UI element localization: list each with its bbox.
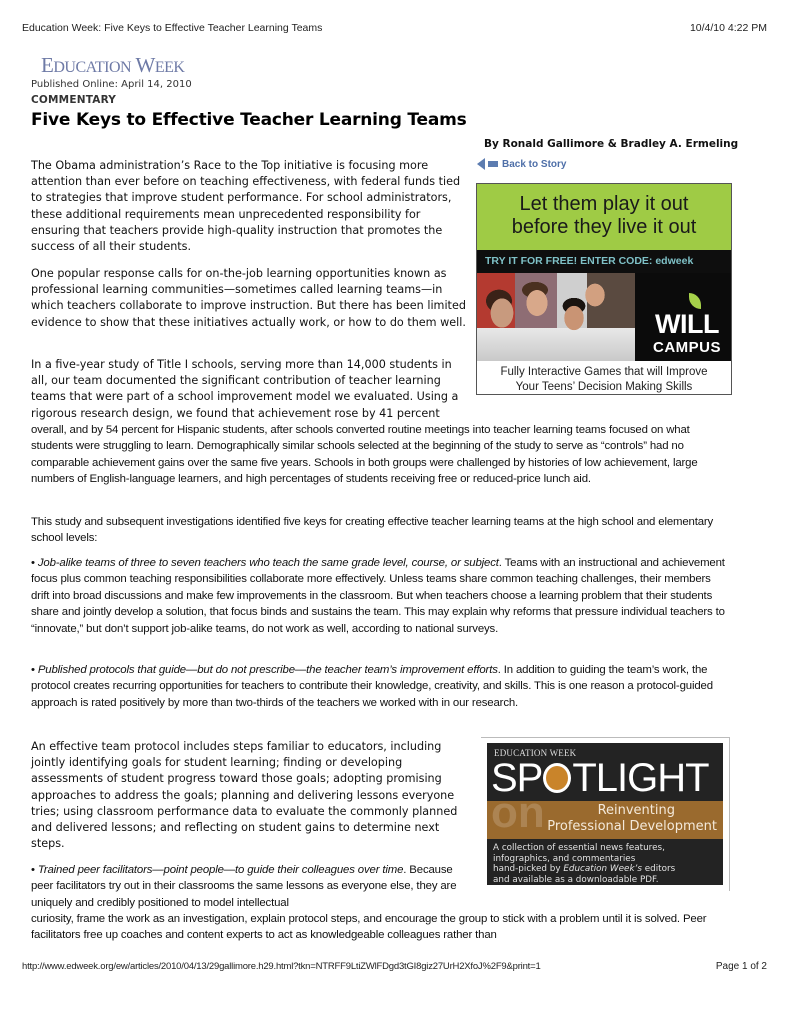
back-arrow-icon [477,158,485,170]
ad-tagline-line-1: Fully Interactive Games that will Improve [500,366,708,378]
spotlight-subtitle [547,803,717,835]
key-1-paragraph [31,555,731,637]
spotlight-o-circle-icon [543,763,571,793]
paragraph-3-part-1: In a five-year study of Title I schools, serving more than 14,000 students in all, our team documented the significant contribution of teacher learning teams that were part of a school improvement model we evaluated. Using a rigorous research design, we found that achievement rose by 41 percent [31,358,459,420]
print-footer-page-number: Page 1 of 2 [715,961,767,972]
spotlight-desc-text: hand-picked by [493,864,564,875]
ad-promo-code: TRY IT FOR FREE! ENTER CODE: edweek [477,250,731,273]
spotlight-on-watermark: on [491,788,545,837]
key-1-body: . Teams with an instructional and achievement focus plus common teaching responsibilities collaborate more effectively. Unless teams share common teaching challenges, their members drift into broad discussions and make few improvements in the classroom. But when teachers choose a learning problem that their students share and jointly develop a solution, that focus binds and sustains the team. This may explain why reforms that pressure individual teachers to “innovate,” but don’t support job-alike teams, do not work as well, according to national surveys. [31,557,725,635]
section-label: COMMENTARY [31,94,117,106]
education-week-logo[interactable] [41,55,184,76]
back-arrow-icon-tail [488,161,498,167]
spotlight-subtitle-line-2: Professional Development [547,819,717,834]
key-2-paragraph [31,662,731,711]
spotlight-masthead: EDUCATION WEEK [494,748,577,758]
key-3-paragraph-part-1 [31,862,471,911]
bullet: • [31,664,38,676]
ad-photo-banner [477,273,731,361]
article-byline: By Ronald Gallimore & Bradley A. Ermeling [484,138,739,150]
bullet: • [31,864,38,876]
spotlight-description [493,843,675,885]
paragraph-1: The Obama administration’s Race to the Top initiative is focusing more attention than ever before on teaching effectiveness, with federal funds tied to strategies that improve student performance. For school administrators, these additional requirements mean unprecedented responsibility for ensuring that teachers provide high-quality instruction that promotes the success of all their students. [31,159,461,254]
spotlight-desc-line: infographics, and commentaries [493,853,636,864]
spotlight-desc-text: editors [641,864,676,875]
logo-text: DUCATION [53,59,132,76]
print-header-datetime: 10/4/10 4:22 PM [689,22,767,34]
spotlight-title-part: TLIGHT [572,756,709,800]
print-footer-url: http://www.edweek.org/ew/articles/2010/04/13/29gallimore.h29.html?tkn=NTRFF9LtiZWlFDgd3tGI8giz27UrH2XfoJ%2F9&print=1 [22,961,541,972]
paragraph-5: An effective team protocol includes steps familiar to educators, including jointly identifying goals for student learning; finding or developing assessments of student progress toward those goals; adopting promising approaches to address the goals; planning and delivering lessons everyone tries; using classroom performance data to evaluate the commonly planned and delivered lessons; and reflecting on student gains to determine next steps. [31,740,458,851]
key-3-body: . Because peer facilitators try out in their classrooms the same lessons as everyone else, they are uniquely and credibly positioned to model intellectual [31,864,457,909]
logo-letter: E [41,53,54,77]
ad-headline-line-2: before they live it out [511,216,697,238]
spotlight-subtitle-line-1: Reinventing [597,803,675,818]
leaf-icon [689,293,701,309]
back-to-story-link[interactable] [477,158,566,170]
ad-headline-line-1: Let them play it out [519,193,689,215]
will-campus-logo [653,293,721,355]
paragraph-2: One popular response calls for on-the-job learning opportunities known as professional learning communities—sometimes called learning teams—in which teachers collaborate to improve instruction. But there has been limited evidence to show that these initiatives actually work, or how to do them well. [31,267,466,329]
logo-text: EEK [154,59,185,76]
brand-campus: CAMPUS [652,339,721,356]
students-at-computers-image [477,273,635,361]
ad-headline [477,184,731,250]
published-date: Published Online: April 14, 2010 [31,79,192,90]
key-1-title: Job-alike teams of three to seven teachers who teach the same grade level, course, or subject [37,557,499,569]
ad-tagline-line-2: Your Teens’ Decision Making Skills [515,381,693,393]
spotlight-desc-line: and available as a downloadable PDF. [493,874,659,885]
paragraph-4: This study and subsequent investigations identified five keys for creating effective teacher learning teams at the high school and elementary school levels: [31,516,714,545]
spotlight-promo[interactable] [487,743,723,885]
brand-will: WILL [655,309,719,339]
key-2-body: . In addition to guiding the team’s work, the protocol creates recurring opportunities for teachers to contribute their knowledge, creativity, and skills. This is one reason a protocol-guided approach is rated positively by more than two-thirds of the teachers we worked with in our research. [31,664,713,709]
will-campus-ad[interactable] [476,183,732,395]
logo-letter: W [135,53,155,77]
key-2-title: Published protocols that guide—but do not prescribe—the teacher team’s improvement efforts [37,664,498,676]
article-headline: Five Keys to Effective Teacher Learning Teams [31,110,467,130]
ad-tagline [477,361,731,395]
spotlight-desc-line [493,864,675,875]
key-3-paragraph-part-2: curiosity, frame the work as an investigation, explain protocol steps, and encourage the group to stick with a problem until it is solved. Peer facilitators free up coaches and content experts to act as knowledgeable colleagues rather than [31,913,707,942]
spotlight-desc-italic: Education Week’s [563,864,642,875]
spotlight-desc-line: A collection of essential news features, [493,843,665,853]
print-header-title: Education Week: Five Keys to Effective Teacher Learning Teams [22,22,323,34]
bullet: • [31,557,38,569]
spotlight-title [491,756,709,800]
back-to-story-label: Back to Story [502,158,567,170]
paragraph-3-part-2: overall, and by 54 percent for Hispanic students, after schools converted routine meetings into teacher learning teams focused on what students were struggling to learn. Demographically similar schools selected at the beginning of the study to serve as “controls” had no comparable achievement gains over the same five years. Schools in both groups were challenged by histories of low achievement, large numbers of English-language learners, and high percentages of students receiving free or reduced-price lunch aid. [31,424,698,486]
spotlight-title-part: SP [491,756,543,800]
key-3-title: Trained peer facilitators—point people—to guide their colleagues over time [37,864,404,876]
